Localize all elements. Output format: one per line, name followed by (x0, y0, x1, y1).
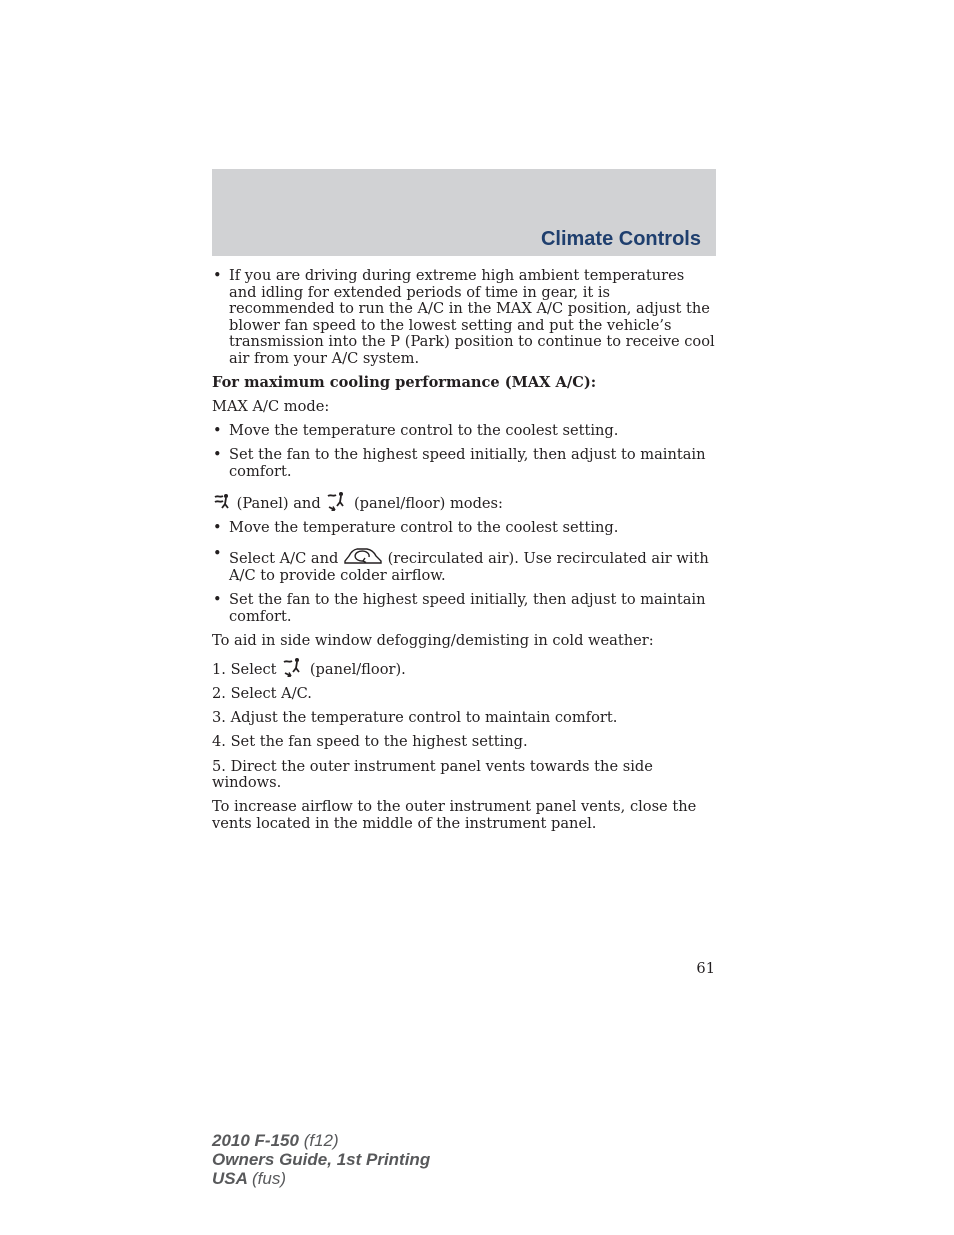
bullet-dot: • (213, 545, 222, 563)
section-title: Climate Controls (540, 228, 701, 250)
mode-bullet-text-post: (recirculated air). Use recirculated air with A/C to provide colder airflow. (229, 550, 709, 584)
airflow-note: To increase airflow to the outer instrument panel vents, close the vents located in the middle of the instrument panel. (212, 798, 697, 832)
modes-line (212, 491, 716, 513)
recirculated-air-icon (343, 546, 383, 566)
step-4: 4. Set the fan speed to the highest setting. (212, 733, 528, 751)
list-item (212, 546, 716, 584)
footer-line-3 (212, 1169, 430, 1188)
section-header-band (212, 169, 716, 256)
intro-bullet-text: If you are driving during extreme high ambient temperatures and idling for extended periods of time in gear, it is recommended to run the A/C in the MAX A/C position, adjust the blower fan speed to the lowest setting and put the vehicle’s transmission into the P (Park) position to continue to receive cool air from your A/C system. (229, 267, 715, 367)
footer-market-code: (fus) (252, 1169, 286, 1188)
list-item (212, 447, 716, 480)
page-number: 61 (696, 960, 715, 977)
page-content (212, 268, 716, 840)
step-1-post: (panel/floor). (309, 661, 406, 679)
panel-mode-label: (Panel) and (236, 494, 321, 512)
bullet-dot: • (213, 267, 222, 284)
mode-bullet-text: Set the fan to the highest speed initially, then adjust to maintain comfort. (229, 590, 706, 625)
max-bullet-text: Set the fan to the highest speed initially, then adjust to maintain comfort. (229, 446, 706, 480)
bullet-dot: • (213, 590, 222, 608)
bullet-dot: • (213, 446, 222, 464)
footer-model: 2010 F-150 (212, 1131, 299, 1150)
max-mode-label: MAX A/C mode: (212, 398, 330, 416)
max-bullet-text: Move the temperature control to the coolest setting. (229, 422, 619, 440)
footer-line-2: Owners Guide, 1st Printing (212, 1150, 431, 1169)
panel-vent-icon (212, 493, 232, 511)
step-5: 5. Direct the outer instrument panel vents towards the side windows. (212, 757, 653, 792)
list-item (212, 268, 716, 368)
footer-line-1 (212, 1131, 430, 1150)
max-cooling-heading: For maximum cooling performance (MAX A/C): (212, 374, 597, 392)
step-1 (212, 657, 716, 679)
step-1-pre: 1. Select (212, 661, 277, 679)
panel-floor-mode-label: (panel/floor) modes: (353, 494, 503, 512)
list-item (212, 423, 716, 440)
mode-bullet-text: Move the temperature control to the coolest setting. (229, 518, 619, 536)
mode-bullet-text-pre: Select A/C and (229, 550, 339, 568)
footer-model-code: (f12) (303, 1131, 339, 1150)
panel-floor-icon (325, 491, 349, 511)
step-3: 3. Adjust the temperature control to maintain comfort. (212, 709, 618, 727)
panel-floor-icon (281, 657, 305, 677)
footer (212, 1131, 430, 1188)
list-item (212, 592, 716, 625)
list-item (212, 520, 716, 537)
footer-market: USA (212, 1169, 248, 1188)
step-2: 2. Select A/C. (212, 685, 312, 703)
bullet-dot: • (213, 518, 222, 536)
defog-intro: To aid in side window defogging/demisting in cold weather: (212, 631, 654, 649)
bullet-dot: • (213, 422, 222, 440)
